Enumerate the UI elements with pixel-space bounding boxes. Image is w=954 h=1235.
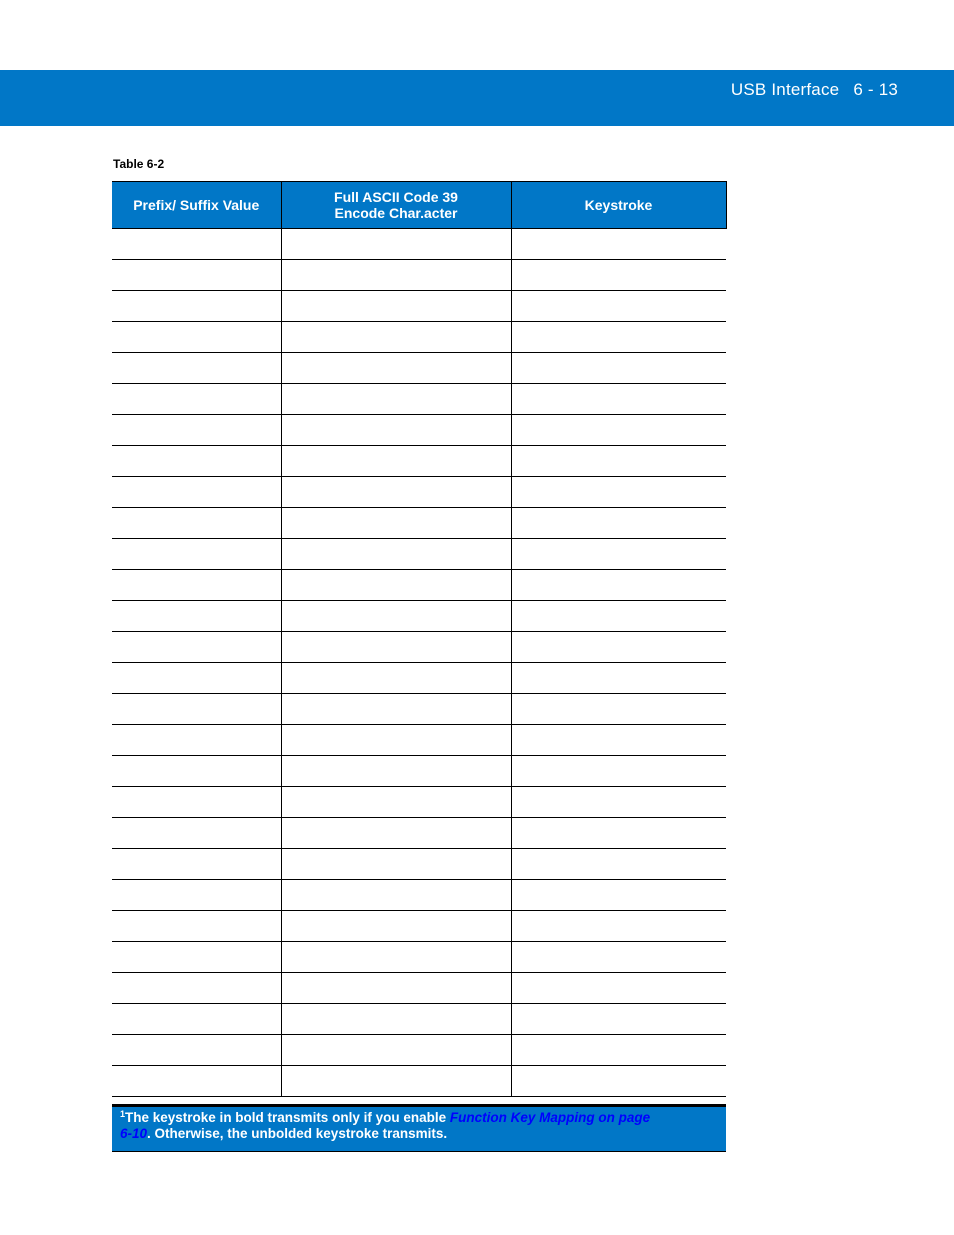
table-cell — [281, 787, 511, 818]
column-header-keystroke: Keystroke — [511, 182, 726, 229]
table-row — [112, 1004, 726, 1035]
table-cell — [112, 632, 281, 663]
table-row — [112, 415, 726, 446]
footnote-link-line: 6-10 — [120, 1126, 148, 1141]
table-cell — [511, 880, 726, 911]
table-cell — [281, 477, 511, 508]
table-row — [112, 291, 726, 322]
table-cell — [511, 1004, 726, 1035]
table-cell — [112, 942, 281, 973]
table-body — [112, 229, 726, 1097]
table-row — [112, 849, 726, 880]
footnote-text: The keystroke in bold transmits only if you enable — [125, 1110, 450, 1125]
page-number: 6 - 13 — [853, 80, 898, 99]
table-cell — [281, 322, 511, 353]
table-cell — [112, 508, 281, 539]
table-cell — [511, 942, 726, 973]
table-row — [112, 260, 726, 291]
table-cell — [281, 973, 511, 1004]
table-cell — [112, 725, 281, 756]
table-row — [112, 229, 726, 260]
table-header-row — [112, 182, 726, 229]
table-cell — [112, 756, 281, 787]
footnote-marker: 1 — [120, 1109, 126, 1119]
table-cell — [281, 1066, 511, 1097]
column-header-line: Encode Char.acter — [334, 205, 458, 221]
table-row — [112, 539, 726, 570]
table-cell — [112, 1004, 281, 1035]
footnote-link-line: Function Key Mapping on page — [449, 1110, 651, 1125]
keystroke-table — [112, 181, 727, 1097]
footnote-text: . Otherwise, the unbolded keystroke transmits. — [147, 1126, 448, 1141]
table-row — [112, 942, 726, 973]
table-cell — [112, 818, 281, 849]
table-cell — [511, 322, 726, 353]
table-cell — [511, 818, 726, 849]
table-cell — [281, 756, 511, 787]
table-cell — [511, 756, 726, 787]
table-cell — [281, 570, 511, 601]
table-cell — [112, 1066, 281, 1097]
table-cell — [281, 539, 511, 570]
table-row — [112, 384, 726, 415]
table-cell — [511, 1035, 726, 1066]
table-cell — [112, 1035, 281, 1066]
table-cell — [511, 849, 726, 880]
column-header-prefix-suffix: Prefix/ Suffix Value — [112, 182, 281, 229]
table-row — [112, 663, 726, 694]
table-cell — [112, 322, 281, 353]
table-cell — [281, 1004, 511, 1035]
table-cell — [112, 973, 281, 1004]
table-row — [112, 725, 726, 756]
table-cell — [112, 570, 281, 601]
table-cell — [281, 663, 511, 694]
table-cell — [511, 663, 726, 694]
table-row — [112, 322, 726, 353]
table-cell — [511, 973, 726, 1004]
column-header-line: Full ASCII Code 39 — [334, 189, 458, 205]
table-cell — [511, 229, 726, 260]
table-cell — [112, 911, 281, 942]
table-cell — [511, 911, 726, 942]
table-cell — [112, 880, 281, 911]
table-cell — [511, 539, 726, 570]
table-cell — [511, 415, 726, 446]
table-row — [112, 911, 726, 942]
table-cell — [511, 353, 726, 384]
table-row — [112, 446, 726, 477]
table-cell — [112, 446, 281, 477]
table-row — [112, 601, 726, 632]
table-cell — [281, 508, 511, 539]
table-cell — [281, 291, 511, 322]
table-cell — [112, 229, 281, 260]
table-cell — [112, 477, 281, 508]
running-header — [731, 80, 898, 100]
table-row — [112, 756, 726, 787]
table-cell — [511, 570, 726, 601]
table-cell — [511, 601, 726, 632]
table-cell — [281, 849, 511, 880]
table-cell — [281, 353, 511, 384]
table-cell — [511, 477, 726, 508]
table-row — [112, 477, 726, 508]
table-cell — [511, 446, 726, 477]
section-title: USB Interface — [730, 80, 840, 99]
table-cell — [511, 1066, 726, 1097]
table-row — [112, 632, 726, 663]
table-row — [112, 1066, 726, 1097]
table-cell — [281, 818, 511, 849]
table-cell — [511, 508, 726, 539]
table-footnote — [112, 1104, 726, 1152]
table-cell — [511, 291, 726, 322]
table-row — [112, 694, 726, 725]
table-cell — [281, 725, 511, 756]
table-caption: Table 6-2 — [113, 157, 165, 171]
table-cell — [281, 1035, 511, 1066]
table-cell — [112, 849, 281, 880]
table-cell — [112, 353, 281, 384]
table-row — [112, 570, 726, 601]
table-cell — [281, 942, 511, 973]
table-row — [112, 973, 726, 1004]
table-cell — [511, 384, 726, 415]
table-cell — [112, 539, 281, 570]
table-cell — [281, 446, 511, 477]
table-cell — [281, 260, 511, 291]
table-cell — [112, 601, 281, 632]
table-cell — [281, 601, 511, 632]
table-cell — [112, 384, 281, 415]
table-row — [112, 787, 726, 818]
table-cell — [281, 694, 511, 725]
table-cell — [281, 632, 511, 663]
table-row — [112, 1035, 726, 1066]
column-header-code39-char — [281, 182, 511, 229]
table-cell — [112, 787, 281, 818]
table-cell — [511, 632, 726, 663]
table-cell — [281, 229, 511, 260]
table-cell — [112, 415, 281, 446]
table-cell — [112, 291, 281, 322]
table-row — [112, 818, 726, 849]
table-cell — [511, 260, 726, 291]
table-cell — [112, 260, 281, 291]
table-cell — [112, 663, 281, 694]
table-row — [112, 353, 726, 384]
table-cell — [281, 911, 511, 942]
table-cell — [281, 880, 511, 911]
table-cell — [281, 384, 511, 415]
table-cell — [281, 415, 511, 446]
table-cell — [511, 725, 726, 756]
table-cell — [112, 694, 281, 725]
table-cell — [511, 694, 726, 725]
table-cell — [511, 787, 726, 818]
table-row — [112, 508, 726, 539]
table-row — [112, 880, 726, 911]
